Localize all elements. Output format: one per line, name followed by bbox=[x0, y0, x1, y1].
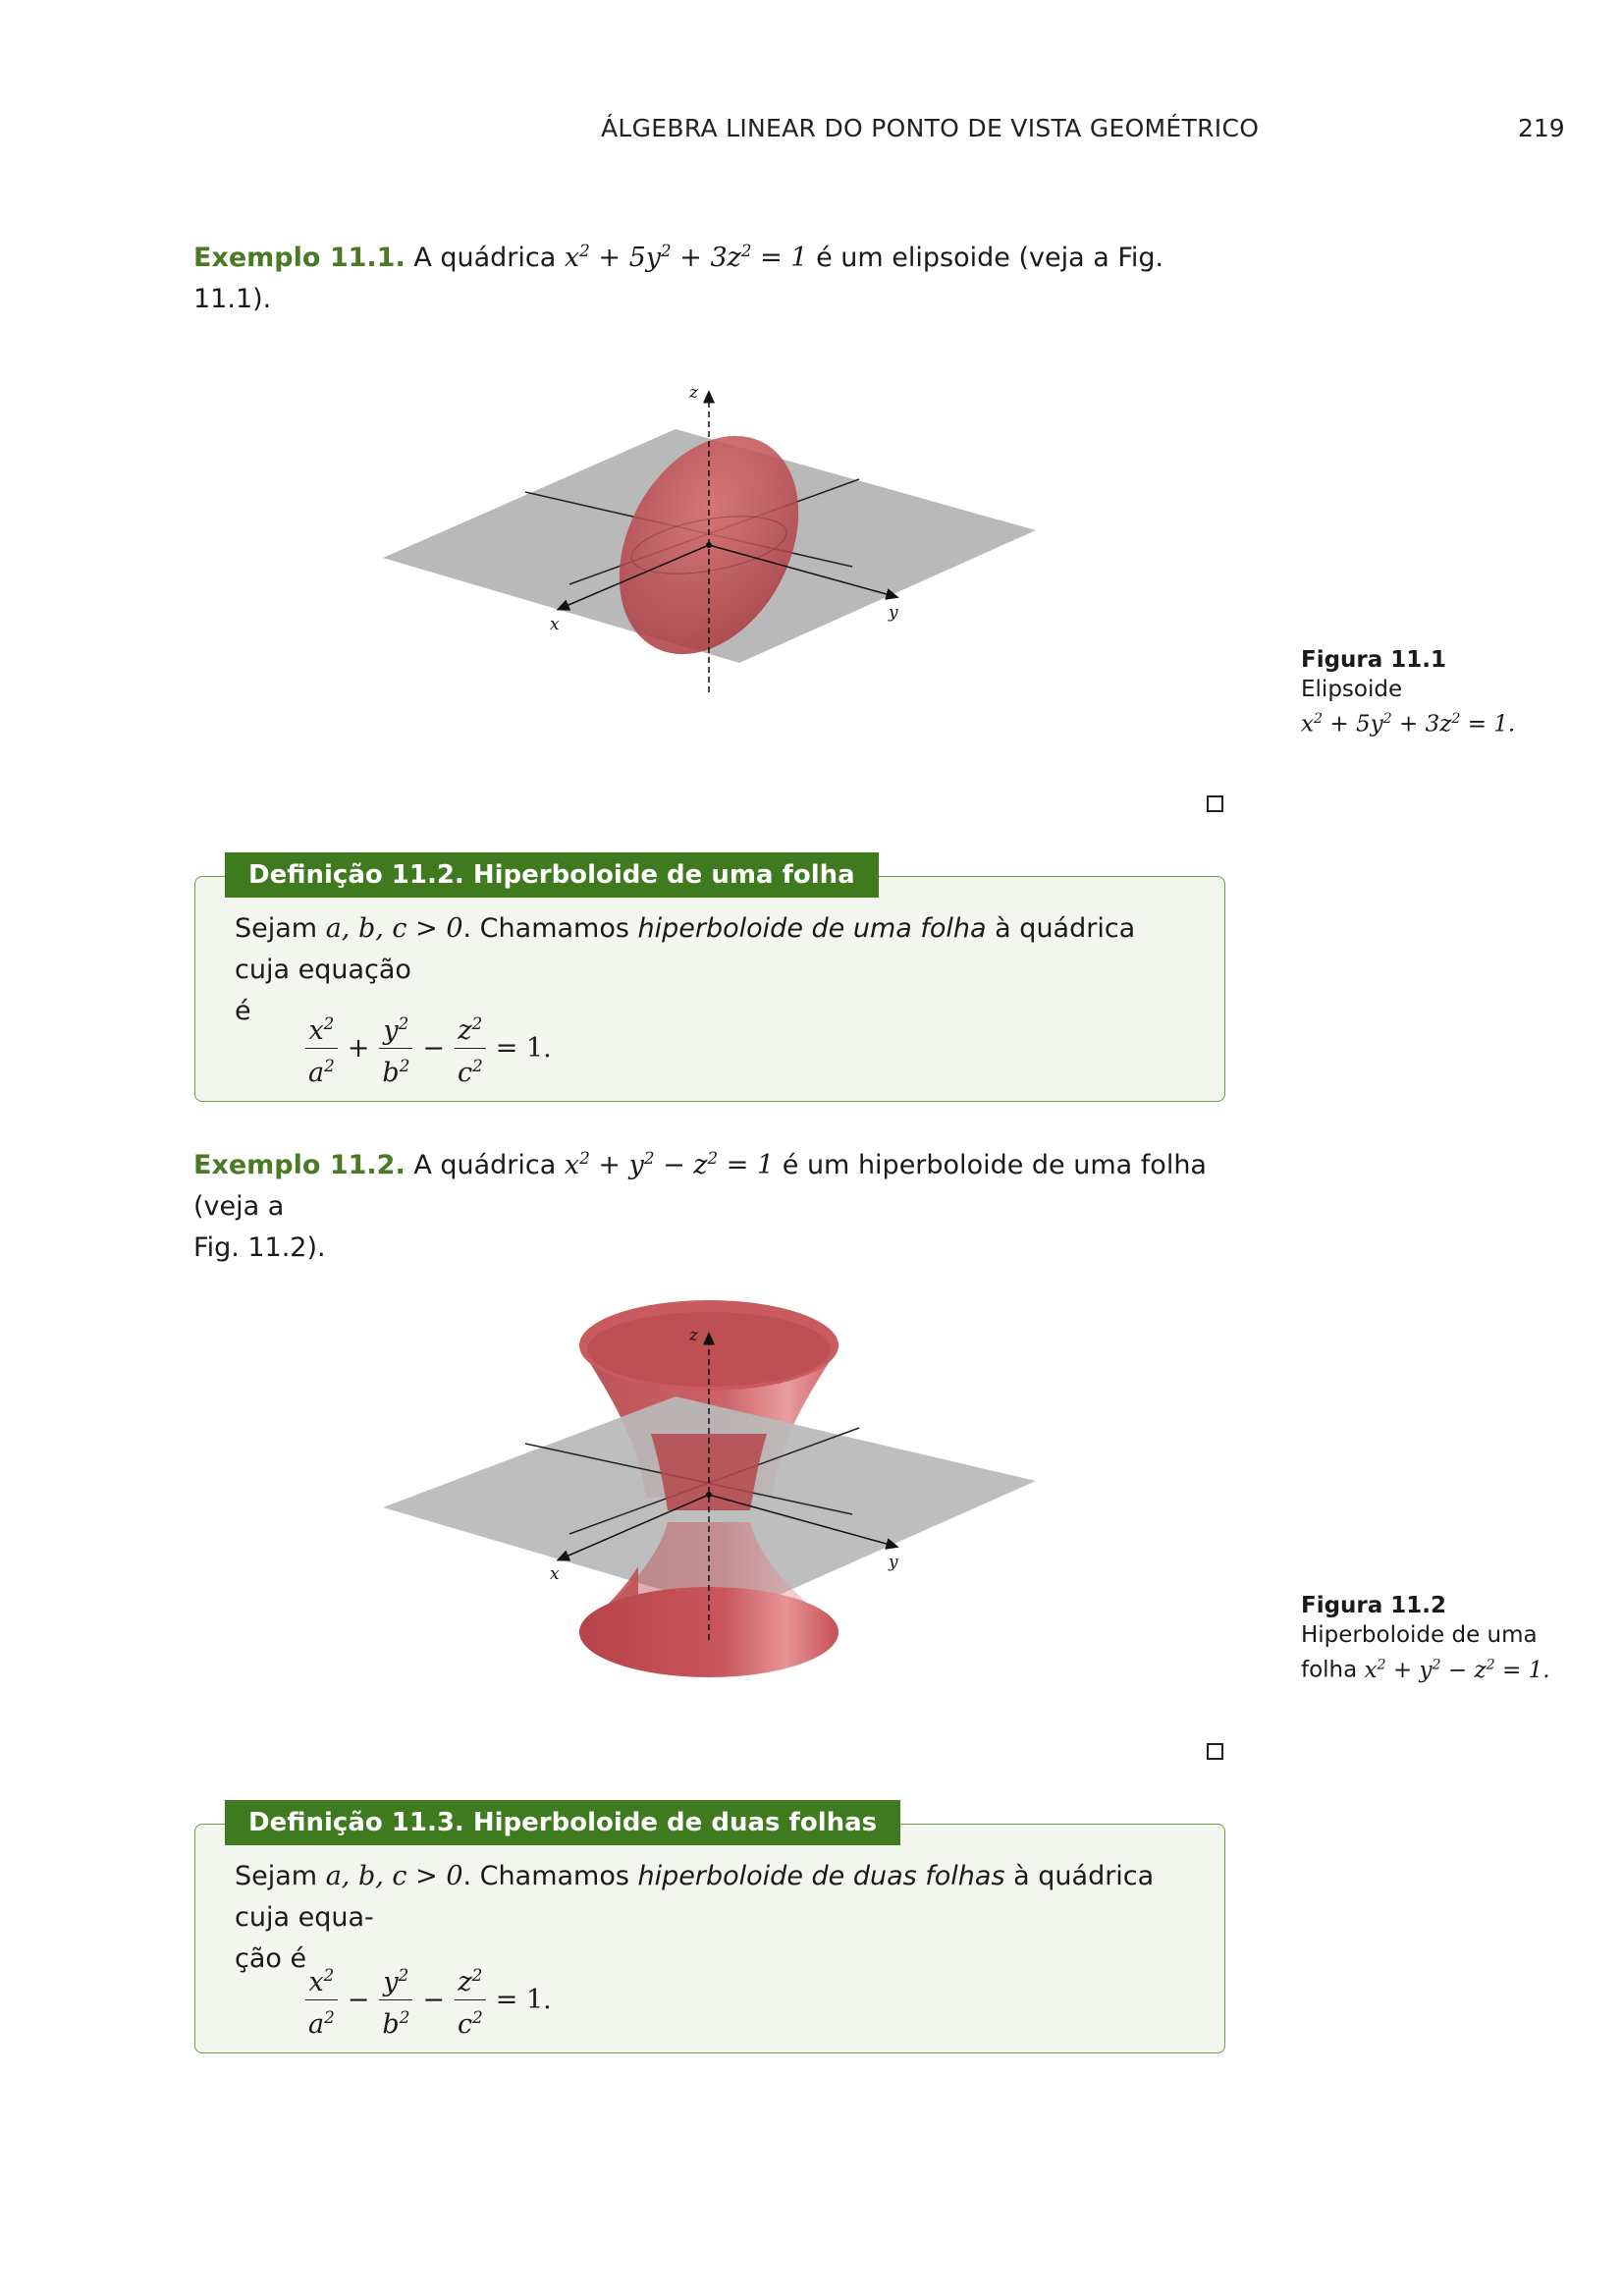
axis-label-y: y bbox=[889, 603, 898, 623]
defined-term: hiperboloide de duas folhas bbox=[637, 1861, 1005, 1891]
caption-equation: $x^2 + 5y^2 + 3z^2 = 1$. bbox=[1301, 711, 1516, 738]
qed-symbol bbox=[1207, 1743, 1223, 1760]
example-label: Exemplo 11.1. bbox=[193, 243, 406, 273]
hyperboloid-equation: $x^2 + y^2 - z^2 = 1$ bbox=[564, 1148, 775, 1180]
display-equation: $\frac{x^2}{a^2}$ + $\frac{y^2}{b^2}$ − $\frac{z^2}{c^2}$ = 1. bbox=[303, 1007, 560, 1090]
example-text: é um elipsoide (veja a Fig. 11.1). bbox=[193, 243, 1164, 314]
origin-point bbox=[706, 542, 712, 548]
figure-hyperboloid bbox=[373, 1286, 1041, 1699]
inline-math: a, b, c > 0 bbox=[325, 913, 463, 944]
qed-symbol bbox=[1207, 795, 1223, 812]
page-number: 219 bbox=[1518, 114, 1565, 142]
display-equation: $\frac{x^2}{a^2}$ − $\frac{y^2}{b^2}$ − $\frac{z^2}{c^2}$ = 1. bbox=[303, 1958, 560, 2042]
axis-label-x: x bbox=[550, 615, 560, 634]
running-header: ÁLGEBRA LINEAR DO PONTO DE VISTA GEOMÉTRICO bbox=[601, 114, 1260, 142]
definition-title: Definição 11.3. Hiperboloide de duas folhas bbox=[225, 1800, 900, 1845]
axis-label-x: x bbox=[550, 1564, 560, 1584]
caption-label: Figura 11.2 bbox=[1301, 1593, 1447, 1618]
origin-point bbox=[706, 1492, 712, 1498]
definition-box-11-3 bbox=[194, 1824, 1225, 2053]
example-11-1 bbox=[193, 230, 1234, 320]
caption-text-line: folha $x^2 + y^2 - z^2 = 1$. bbox=[1301, 1657, 1550, 1683]
ellipsoid-equation: $x^2 + 5y^2 + 3z^2 = 1$ bbox=[564, 241, 808, 273]
example-11-2 bbox=[193, 1137, 1234, 1269]
example-text: A quádrica bbox=[413, 243, 557, 273]
defined-term: hiperboloide de uma folha bbox=[637, 913, 987, 944]
example-text: Fig. 11.2). bbox=[193, 1232, 326, 1263]
figure-caption-2 bbox=[1301, 1591, 1596, 1685]
example-text: é um hiperboloide de uma folha (veja a bbox=[193, 1150, 1207, 1222]
caption-label: Figura 11.1 bbox=[1301, 647, 1447, 673]
caption-text: Elipsoide bbox=[1301, 677, 1403, 702]
definition-title: Definição 11.2. Hiperboloide de uma folha bbox=[225, 852, 879, 898]
example-label: Exemplo 11.2. bbox=[193, 1150, 406, 1180]
figure-caption-1 bbox=[1301, 645, 1596, 739]
definition-text: Sejam a, b, c > 0. Chamamos hiperboloide de duas folhas à quádrica cuja equa- ção é bbox=[235, 1861, 1155, 1974]
example-text: A quádrica bbox=[413, 1150, 557, 1180]
definition-box-11-2 bbox=[194, 876, 1225, 1102]
caption-text: Hiperboloide de uma bbox=[1301, 1622, 1538, 1648]
axis-label-z: z bbox=[689, 1326, 698, 1345]
inline-math: a, b, c > 0 bbox=[325, 1861, 463, 1891]
definition-text: Sejam a, b, c > 0. Chamamos hiperboloide de uma folha à quádrica cuja equação é bbox=[235, 913, 1136, 1026]
axis-label-z: z bbox=[689, 383, 698, 403]
figure-ellipsoid bbox=[373, 378, 1041, 702]
axis-label-y: y bbox=[889, 1553, 898, 1572]
